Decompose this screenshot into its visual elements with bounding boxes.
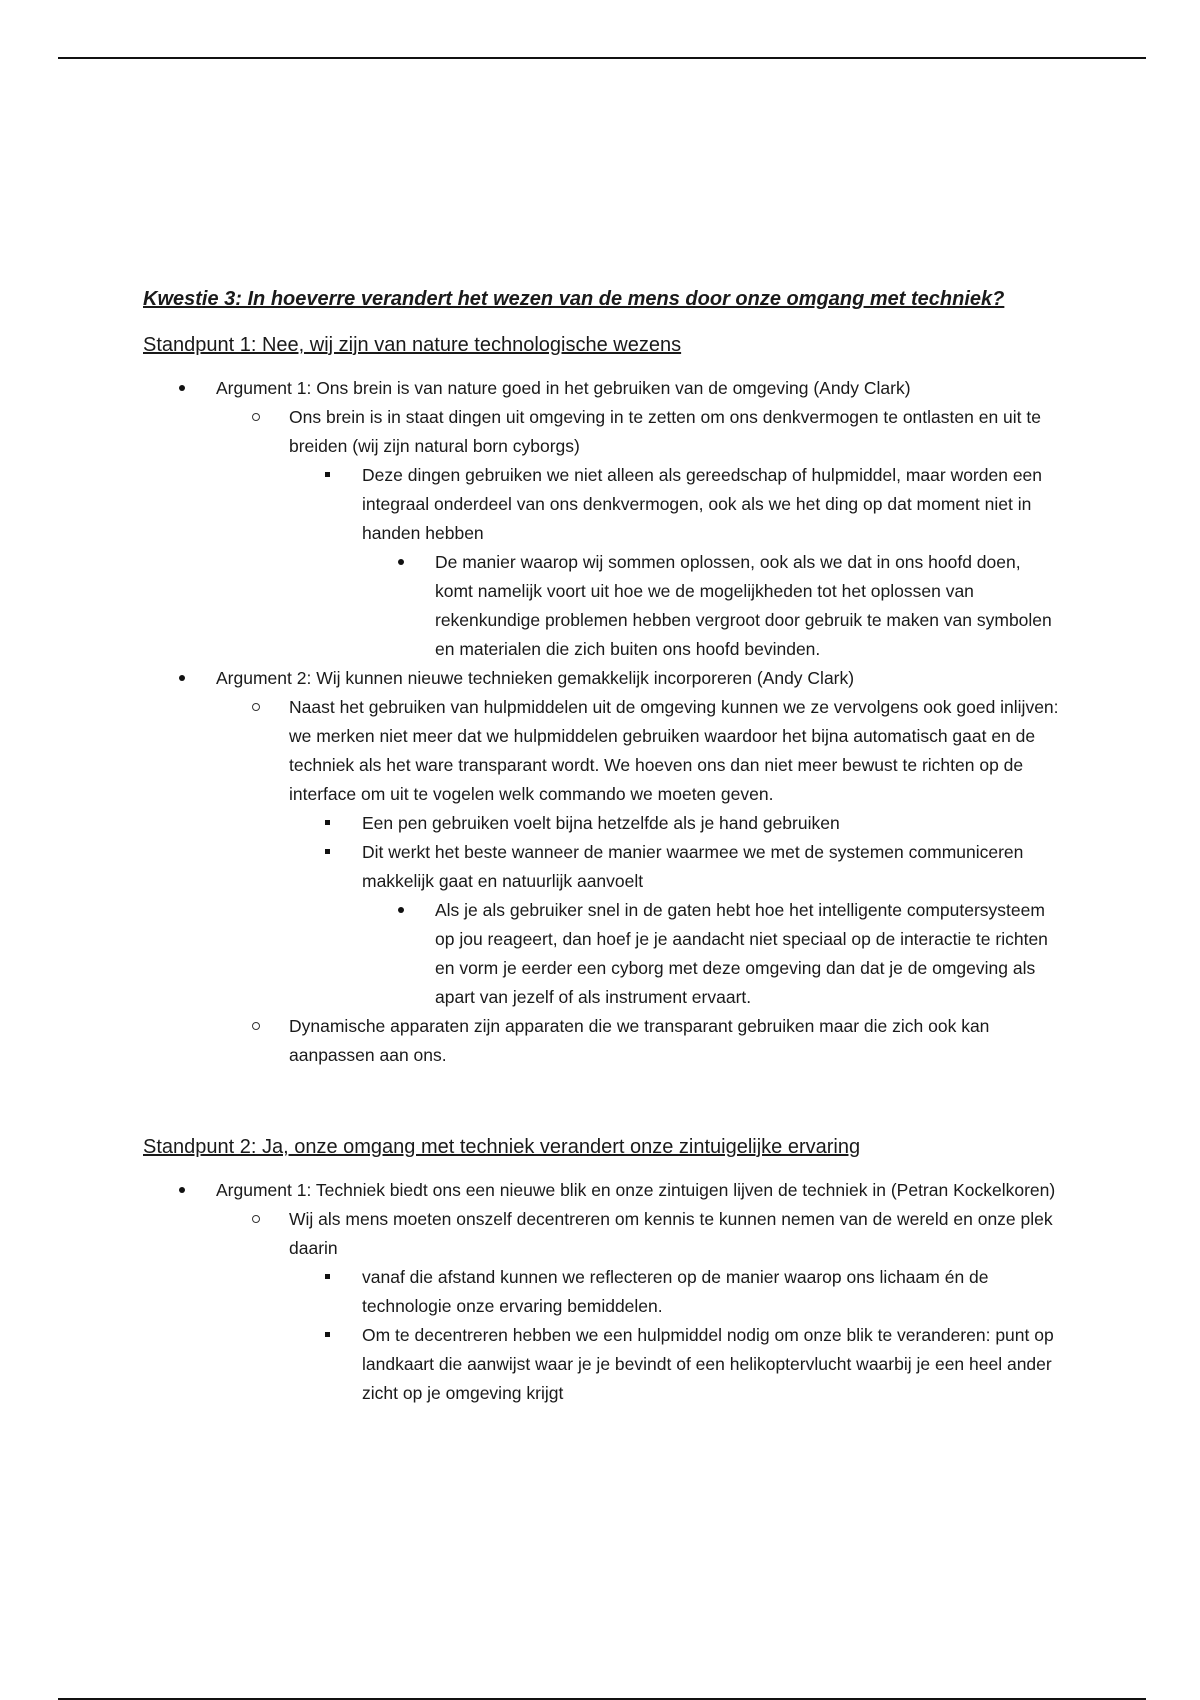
sub-point-text: Een pen gebruiken voelt bijna hetzelfde als je hand gebruiken xyxy=(362,813,840,833)
sub-point-text: Naast het gebruiken van hulpmiddelen uit de omgeving kunnen we ze vervolgens ook goed inlijven: we merken niet meer dat we hulpmiddelen gebruiken waardoor het bijna automatisch gaat en de techniek als het ware transparant wordt. We hoeven ons dan niet meer bewust te richten op de interface om uit te vogelen welk commando we moeten geven. xyxy=(289,697,1059,804)
circle-bullet-icon xyxy=(252,693,260,722)
bullet-icon xyxy=(398,548,404,577)
list-item xyxy=(289,1321,1063,1408)
list-item xyxy=(216,693,1063,1012)
list-item xyxy=(289,809,1063,838)
sub-point-text: Ons brein is in staat dingen uit omgeving in te zetten om ons denkvermogen te ontlasten en uit te breiden (wij zijn natural born cyborgs) xyxy=(289,407,1041,456)
bullet-icon xyxy=(398,896,404,925)
bullet-icon xyxy=(179,374,185,403)
sub-point-text: vanaf die afstand kunnen we reflecteren op de manier waarop ons lichaam én de technologie onze ervaring bemiddelen. xyxy=(362,1267,989,1316)
list-item xyxy=(216,1205,1063,1408)
list-item xyxy=(216,1012,1063,1070)
argument-text: Argument 2: Wij kunnen nieuwe technieken gemakkelijk incorporeren (Andy Clark) xyxy=(216,668,855,688)
argument-text: Argument 1: Techniek biedt ons een nieuwe blik en onze zintuigen lijven de techniek in (Petran Kockelkoren) xyxy=(216,1180,1056,1200)
sub-point-text: Als je als gebruiker snel in de gaten hebt hoe het intelligente computersysteem op jou reageert, dan hoef je je aandacht niet speciaal op de interactie te richten en vorm je eerder een cyborg met deze omgeving dan dat je de omgeving als apart van jezelf of als instrument ervaart. xyxy=(435,900,1048,1007)
standpunt-1-title: Standpunt 1: Nee, wij zijn van nature technologische wezens xyxy=(143,334,682,356)
sub-point-text: Om te decentreren hebben we een hulpmiddel nodig om onze blik te veranderen: punt op landkaart die aanwijst waar je je bevindt of een helikoptervlucht waarbij je een heel ander zicht op je omgeving krijgt xyxy=(362,1325,1054,1403)
header-rule xyxy=(58,57,1146,59)
bullet-icon xyxy=(179,1176,185,1205)
list-item xyxy=(143,374,1063,664)
sub-point-text: Deze dingen gebruiken we niet alleen als gereedschap of hulpmiddel, maar worden een integraal onderdeel van ons denkvermogen, ook als we het ding op dat moment niet in handen hebben xyxy=(362,465,1043,543)
list-item xyxy=(216,403,1063,664)
list-item xyxy=(143,1176,1063,1408)
list-item xyxy=(289,461,1063,664)
square-bullet-icon xyxy=(325,461,330,490)
circle-bullet-icon xyxy=(252,403,260,432)
circle-bullet-icon xyxy=(252,1205,260,1234)
list-item xyxy=(289,838,1063,1012)
square-bullet-icon xyxy=(325,1263,330,1292)
list-item xyxy=(143,664,1063,1070)
standpunt-2-title: Standpunt 2: Ja, onze omgang met techniek verandert onze zintuigelijke ervaring xyxy=(143,1136,861,1158)
list-item xyxy=(362,896,1063,1012)
document-body xyxy=(143,286,1063,1408)
square-bullet-icon xyxy=(325,809,330,838)
square-bullet-icon xyxy=(325,838,330,867)
square-bullet-icon xyxy=(325,1321,330,1350)
sub-point-text: Wij als mens moeten onszelf decentreren om kennis te kunnen nemen van de wereld en onze plek daarin xyxy=(289,1209,1053,1258)
sub-point-text: Dynamische apparaten zijn apparaten die we transparant gebruiken maar die zich ook kan aanpassen aan ons. xyxy=(289,1016,990,1065)
list-item xyxy=(362,548,1063,664)
circle-bullet-icon xyxy=(252,1012,260,1041)
standpunt-2-list xyxy=(143,1176,1063,1408)
page-title: Kwestie 3: In hoeverre verandert het wezen van de mens door onze omgang met techniek? xyxy=(143,288,1005,310)
list-item xyxy=(289,1263,1063,1321)
standpunt-1-list xyxy=(143,374,1063,1070)
argument-text: Argument 1: Ons brein is van nature goed in het gebruiken van de omgeving (Andy Clark) xyxy=(216,378,911,398)
sub-point-text: De manier waarop wij sommen oplossen, ook als we dat in ons hoofd doen, komt namelijk voort uit hoe we de mogelijkheden tot het oplossen van rekenkundige problemen hebben vergroot door gebruik te maken van symbolen en materialen die zich buiten ons hoofd bevinden. xyxy=(435,552,1052,659)
bullet-icon xyxy=(179,664,185,693)
sub-point-text: Dit werkt het beste wanneer de manier waarmee we met de systemen communiceren makkelijk gaat en natuurlijk aanvoelt xyxy=(362,842,1024,891)
